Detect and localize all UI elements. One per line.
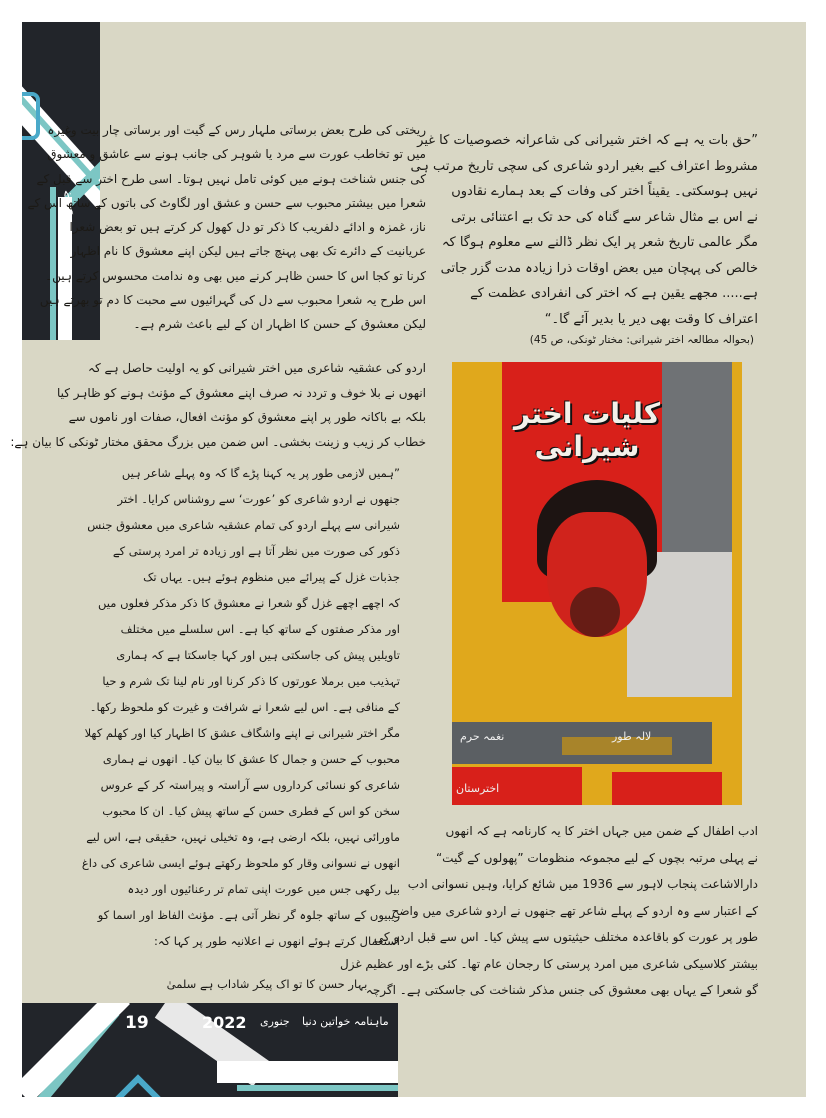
- text-line: ذکور کی صورت میں نظر آتا ہے اور زیادہ تر امرد پرستی کے: [112, 544, 400, 558]
- text-line: سخن کو اس کے فطری حسن کے ساتھ پیش کیا۔ ان کا محبوب: [102, 804, 400, 818]
- text-line: ماورائی نہیں، بلکہ ارضی ہے، وہ تخیلی نہیں، حقیقی ہے، اس لیے: [86, 830, 400, 844]
- text-line: انھوں نے نسوانی وقار کو ملحوظ رکھتے ہوئے ایسی شاعری کی داغ: [81, 856, 400, 870]
- text-line: شیرانی سے پہلے اردو کی تمام عشقیہ شاعری میں معشوق جنس: [87, 518, 400, 532]
- text-line: اعتراف کا وقت بھی دیر یا بدیر آئے گا۔“: [544, 311, 758, 327]
- text-line: نے پہلی مرتبہ بچوں کے لیے مجموعہ منظومات ”پھولوں کے گیت“: [435, 850, 758, 865]
- magazine-name: ماہنامہ خواتین دنیا: [302, 1015, 389, 1028]
- left-column-paragraph-2: [10, 356, 426, 454]
- cover-label-right: لالہ طور: [612, 730, 652, 743]
- text-line: خطاب کر زیب و زینت بخشی۔ اس ضمن میں بزرگ محقق مختار ٹونکی کا بیان ہے:: [10, 434, 426, 449]
- text-line: دارالاشاعت پنجاب لاہور سے 1936 میں شائع کرایا، وہیں نسوانی ادب: [407, 877, 758, 891]
- text-line: لیکن معشوق کے حسن کا اظہار ان کے لیے باعث شرم ہے۔: [133, 317, 426, 332]
- text-line: جذبات غزل کے پیرائے میں منظوم ہوئے ہیں۔ یہاں تک: [143, 570, 400, 584]
- text-line: زیبیوں کے ساتھ جلوہ گر نظر آتی ہے۔ مؤنث الفاظ اور اسما کو: [97, 908, 400, 922]
- cover-title: کلیات اختر شیرانی: [513, 397, 661, 463]
- left-column-blockquote: [81, 460, 400, 954]
- citation: (بحوالہ مطالعہ اختر شیرانی: مختار ٹونکی، ص 45): [529, 334, 754, 346]
- footer-month: جنوری: [260, 1015, 290, 1028]
- text-line: ”حق بات یہ ہے کہ اختر شیرانی کی شاعرانہ خصوصیات کا غیر: [417, 133, 758, 148]
- cover-label-bottom: اخترستان: [456, 782, 500, 795]
- text-line: کی جنس شناخت ہونے میں کوئی تامل نہیں ہوتا۔ اسی طرح اختر سے قبل کے: [36, 171, 426, 186]
- footer-year: 2022: [202, 1013, 247, 1032]
- text-line: نہیں ہوسکتی۔ یقیناً اختر کی وفات کے بعد ہمارے نقادوں: [451, 184, 758, 199]
- text-line: بیشتر کلاسیکی شاعری میں امرد پرستی کا رجحان عام تھا۔ کئی بڑے اور عظیم غزل: [339, 956, 758, 971]
- cover-label-left: نغمہ حرم: [460, 730, 505, 743]
- magazine-logo-icon: [22, 92, 40, 140]
- text-line: تہذیب میں برملا عورتوں کا ذکر کرنا اور نام لینا تک شرم و حیا: [102, 674, 400, 688]
- text-line: عریانیت کے دائرے تک بھی پہنچ جاتے ہیں لیکن اپنے معشوق کا نام اظہار: [70, 244, 426, 259]
- page-number: 19: [125, 1013, 149, 1033]
- text-line: ناز، غمزہ و ادائے دلفریب کا ذکر تو دل کھول کر کرتے ہیں تو بعض شعرا: [69, 220, 426, 235]
- text-line: انھوں نے بلا خوف و تردد نہ صرف اپنے معشوق کے مؤنث ہونے کو ظاہر کیا: [56, 385, 426, 400]
- text-line: ادب اطفال کے ضمن میں جہاں اختر کا یہ کارنامہ ہے کہ انھوں: [445, 824, 758, 838]
- text-line: محبوب کے حسن و جمال کا عشق کا بیان کیا۔ انھوں نے ہماری: [102, 752, 400, 766]
- text-line: جنھوں نے اردو شاعری کو ’عورت‘ سے روشناس کرایا۔ اختر: [117, 492, 400, 506]
- text-line: ہے..... مجھے یقین ہے کہ اختر کی انفرادی عظمت کے: [470, 286, 758, 301]
- text-line: طور پر عورت کو باقاعدہ مختلف حیثیتوں سے پیش کیا۔ اس سے قبل اردو کی: [373, 930, 758, 944]
- text-line: شاعری کو نسائی کرداروں سے آراستہ و پیراستہ کر کے عروس: [100, 778, 400, 792]
- text-line: تاویلیں پیش کی جاسکتی ہیں اور کہا جاسکتا ہے کہ ہماری: [116, 648, 400, 662]
- text-line: میں تو تخاطب عورت سے مرد یا شوہر کی جانب ہونے سے عاشق و معشوق: [47, 147, 426, 162]
- book-cover-image: [452, 362, 742, 805]
- text-line: اور مذکر صفتوں کے ساتھ کیا ہے۔ اس سلسلے میں مختلف: [120, 622, 400, 636]
- text-line: ”ہمیں لازمی طور پر یہ کہنا پڑے گا کہ وہ پہلے شاعر ہیں: [121, 466, 400, 480]
- section-label: جہانِ نسواں: [58, 190, 72, 254]
- text-line: گو شعرا کے یہاں بھی معشوق کی جنس مذکر شناخت کی جاسکتی ہے۔ اگرچہ: [365, 983, 758, 997]
- text-line: بلکہ بے باکانہ طور پر اپنے معشوق کو مؤنث افعال، صفات اور ناموں سے: [68, 410, 426, 424]
- text-line: شعرا میں بیشتر محبوب سے حسن و عشق اور لگاوٹ کی باتوں کے ساتھ اس کے: [27, 195, 426, 210]
- text-line: بیل رکھی جس میں عورت اپنی تمام تر رعنائیوں اور دیدہ: [127, 882, 400, 896]
- text-line: نے اس بے مثال شاعر سے گناہ کی حد تک بے اعتنائی برتی: [450, 209, 758, 225]
- text-line: ریختی کی طرح بعض برساتی ملہار رس کے گیت اور برساتی چار بیت وغیرہ: [47, 123, 426, 137]
- text-line: مگر عالمی تاریخ شعر پر ایک نظر ڈالنے سے معلوم ہوگا کہ: [441, 235, 758, 250]
- text-line: کے اعتبار سے وہ اردو کے پہلے شاعر تھے جنھوں نے اردو شاعری میں واضح: [391, 903, 758, 918]
- right-column-quote: [410, 128, 758, 332]
- text-line: کے منافی ہے۔ اس لیے شعرا نے شرافت و غیرت کو ملحوظ رکھا۔: [89, 700, 400, 714]
- text-line: اس طرح یہ شعرا محبوب سے دل کی گہرائیوں سے محبت کا دم تو بھرتے ہیں: [39, 293, 426, 308]
- text-line: مگر اختر شیرانی نے اپنے واشگاف عشق کا اظہار کیا اور کھلم کھلا: [84, 726, 400, 740]
- text-line: استعمال کرتے ہوئے انھوں نے اعلانیہ طور پر کہا کہ:: [154, 934, 400, 948]
- verse-line: بہار حسن کا تو اک پیکر شاداب ہے سلمیٰ: [166, 977, 368, 991]
- footer-band: [22, 1003, 398, 1097]
- text-line: کرنا تو کجا اس کا حسن ظاہر کرنے میں بھی وہ ندامت محسوس کرتے ہیں۔: [45, 268, 426, 283]
- right-column-paragraph: [339, 818, 758, 1004]
- text-line: اردو کی عشقیہ شاعری میں اختر شیرانی کو یہ اولیت حاصل ہے کہ: [87, 361, 426, 375]
- text-line: خالص کی پہچان میں بعض اوقات ذرا زیادہ مدت گزر جاتی: [440, 260, 758, 276]
- text-line: مشروط اعتراف کیے بغیر اردو شاعری کی سچی تاریخ مرتب ہی: [410, 158, 758, 174]
- text-line: کہ اچھے اچھے غزل گو شعرا نے معشوق کا ذکر مذکر فعلوں میں: [98, 596, 400, 610]
